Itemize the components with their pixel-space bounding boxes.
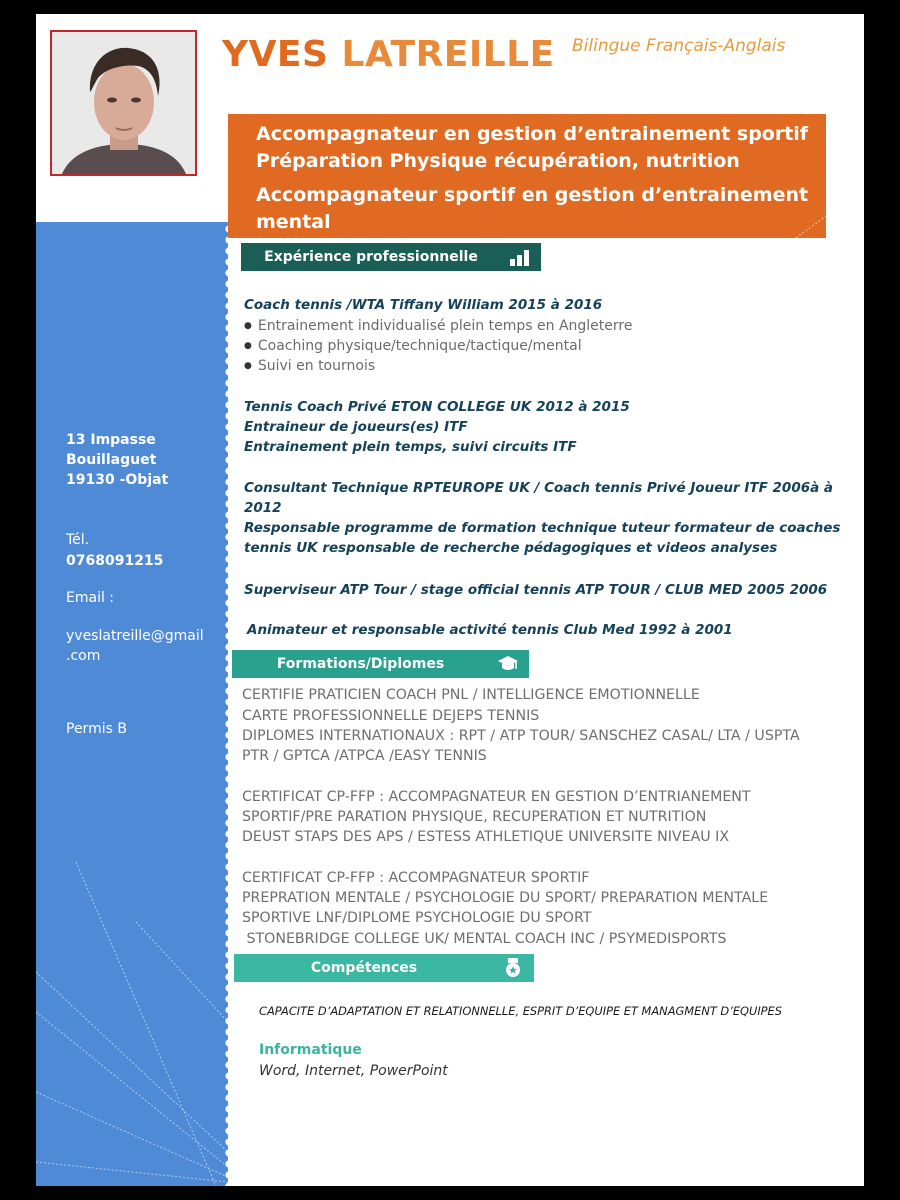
sidebar [36, 222, 228, 1186]
job-line: Responsable programme de formation technique tuteur formateur de coaches [244, 520, 841, 536]
formation-line: DEUST STAPS DES APS / ESTESS ATHLETIQUE UNIVERSITE NIVEAU IX [242, 829, 730, 845]
formation-line: CARTE PROFESSIONNELLE DEJEPS TENNIS [242, 707, 540, 724]
decorative-lines [36, 222, 228, 1186]
phone-label: Tél. [66, 532, 90, 548]
phone-number: 0768091215 [66, 553, 164, 569]
banner-line: Préparation Physique récupération, nutrition [256, 150, 740, 172]
formation-line: CERTIFICAT CP-FFP : ACCOMPAGNATEUR EN GESTION D’ENTRIANEMENT [242, 789, 751, 805]
section-title: Expérience professionnelle [264, 249, 478, 265]
formation-line: CERTIFICAT CP-FFP : ACCOMPAGNATEUR SPORTIF [242, 870, 590, 886]
profile-photo [50, 30, 197, 176]
address-line: 13 Impasse [66, 432, 156, 448]
informatique-title: Informatique [259, 1042, 362, 1058]
list-item: ● Entrainement individualisé plein temps en Angleterre [244, 316, 632, 338]
resume-page [36, 14, 864, 1186]
title-banner [228, 114, 826, 238]
list-item: ● Coaching physique/technique/tactique/mental [244, 336, 582, 358]
formation-line: SPORTIF/PRE PARATION PHYSIQUE, RECUPERATION ET NUTRITION [242, 809, 707, 825]
job-line: Consultant Technique RPTEUROPE UK / Coach tennis Privé Joueur ITF 2006à à [244, 480, 834, 496]
competences-text: CAPACITE D’ADAPTATION ET RELATIONNELLE, ESPRIT D’EQUIPE ET MANAGMENT D’EQUIPES [259, 1004, 782, 1018]
email-line: .com [66, 648, 101, 664]
banner-line: mental [256, 211, 331, 233]
driving-permit: Permis B [66, 721, 127, 737]
formation-line: PTR / GPTCA /ATPCA /EASY TENNIS [242, 748, 487, 764]
email-address [66, 626, 204, 666]
job-title: Coach tennis /WTA Tiffany William 2015 à 2016 [244, 297, 603, 313]
address-line: Bouillaguet [66, 452, 157, 468]
address [66, 430, 168, 490]
medal-icon [502, 958, 524, 978]
job-line: tennis UK responsable de recherche pédagogiques et videos analyses [244, 540, 778, 556]
email-line: yveslatreille@gmail [66, 628, 204, 644]
banner-line: Accompagnateur en gestion d’entrainement sportif [256, 123, 809, 145]
first-name: YVES [222, 34, 329, 75]
section-header-experience [241, 243, 541, 271]
banner-line: Accompagnateur sportif en gestion d’entrainement [256, 184, 809, 206]
formation-line: PREPRATION MENTALE / PSYCHOLOGIE DU SPORT/ PREPARATION MENTALE [242, 890, 769, 906]
job-line: 2012 [244, 500, 282, 516]
section-title: Formations/Diplomes [276, 656, 445, 672]
bar-chart-icon [509, 247, 531, 267]
last-name: LATREILLE [341, 34, 555, 75]
formation-line: CERTIFIE PRATICIEN COACH PNL / INTELLIGENCE EMOTIONNELLE [242, 687, 700, 703]
section-header-competences [234, 954, 534, 982]
formation-line: DIPLOMES INTERNATIONAUX : RPT / ATP TOUR/ SANSCHEZ CASAL/ LTA / USPTA [242, 728, 800, 744]
section-header-formations [232, 650, 529, 678]
banner-deco [786, 208, 826, 238]
job-line: Entraineur de joueurs(es) ITF [244, 419, 468, 435]
list-item: ● Suivi en tournois [244, 356, 375, 378]
email-label: Email : [66, 590, 115, 606]
candidate-name [222, 34, 555, 75]
graduation-cap-icon [497, 654, 519, 674]
job-line: Tennis Coach Privé ETON COLLEGE UK 2012 à 2015 [244, 399, 630, 415]
perforated-edge [222, 222, 236, 1186]
informatique-text: Word, Internet, PowerPoint [259, 1063, 448, 1079]
job-entry [244, 397, 630, 457]
job-entry: Animateur et responsable activité tennis Club Med 1992 à 2001 [247, 622, 733, 638]
section-title: Compétences [310, 960, 418, 976]
formation-line: STONEBRIDGE COLLEGE UK/ MENTAL COACH INC / PSYMEDISPORTS [242, 931, 727, 947]
job-entry [244, 478, 840, 558]
formation-line: SPORTIVE LNF/DIPLOME PSYCHOLOGIE DU SPORT [242, 910, 592, 926]
job-line: Entrainement plein temps, suivi circuits ITF [244, 439, 577, 455]
languages-tagline: Bilingue Français-Anglais [572, 36, 786, 56]
job-entry: Superviseur ATP Tour / stage official tennis ATP TOUR / CLUB MED 2005 2006 [244, 582, 828, 598]
address-line: 19130 -Objat [66, 472, 169, 488]
